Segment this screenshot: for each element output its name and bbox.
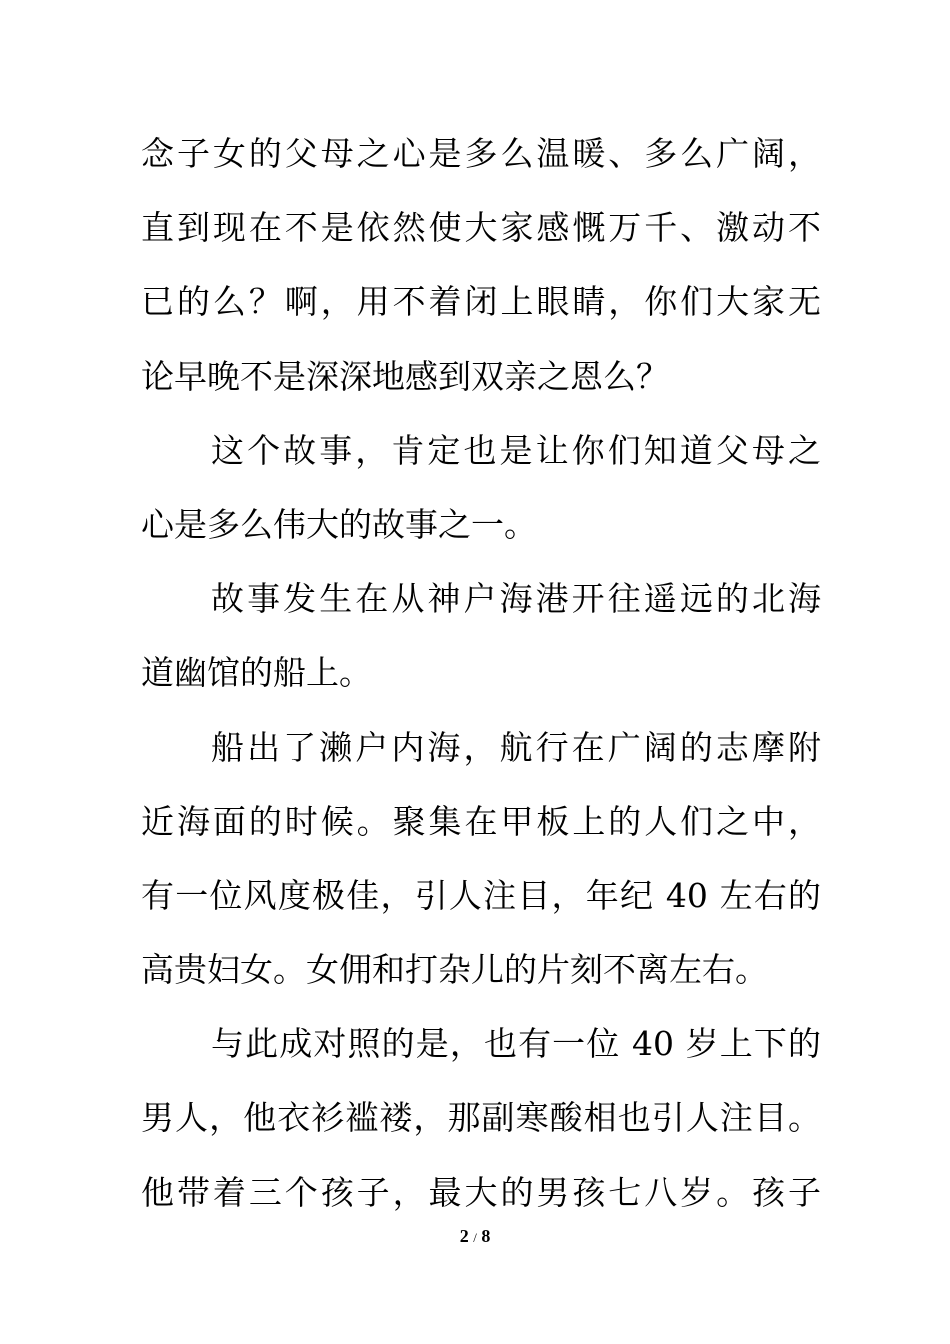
body-text — [141, 117, 821, 1230]
text-line: 直到现在不是依然使大家感慨万千、激动不 — [141, 208, 821, 248]
text-line: 念子女的父母之心是多么温暖、多么广阔， — [141, 134, 821, 173]
text-line: 与此成对照的是，也有一位 40 岁上下的 — [211, 1024, 821, 1064]
text-line: 论早晚不是深深地感到双亲之恩么？ — [141, 356, 669, 396]
text-line: 故事发生在从神户海港开往遥远的北海 — [211, 579, 821, 619]
text-line: 这个故事，肯定也是让你们知道父母之 — [211, 430, 821, 470]
page-number — [0, 1226, 950, 1247]
text-line: 他带着三个孩子，最大的男孩七八岁。孩子 — [141, 1172, 821, 1212]
text-line: 道幽馆的船上。 — [141, 653, 372, 693]
page-number-separator: / — [473, 1230, 477, 1245]
page-number-current: 2 — [459, 1226, 469, 1246]
text-line: 心是多么伟大的故事之一。 — [141, 504, 537, 544]
page-number-total: 8 — [481, 1226, 491, 1246]
text-line: 男人，他衣衫褴褛，那副寒酸相也引人注目。 — [141, 1098, 821, 1138]
text-line: 船出了濑户内海，航行在广阔的志摩附 — [211, 727, 821, 767]
text-line: 高贵妇女。女佣和打杂儿的片刻不离左右。 — [141, 950, 768, 990]
text-line: 已的么？啊，用不着闭上眼睛，你们大家无 — [141, 282, 821, 322]
text-line: 近海面的时候。聚集在甲板上的人们之中， — [141, 801, 821, 841]
text-line: 有一位风度极佳，引人注目，年纪 40 左右的 — [141, 875, 821, 915]
